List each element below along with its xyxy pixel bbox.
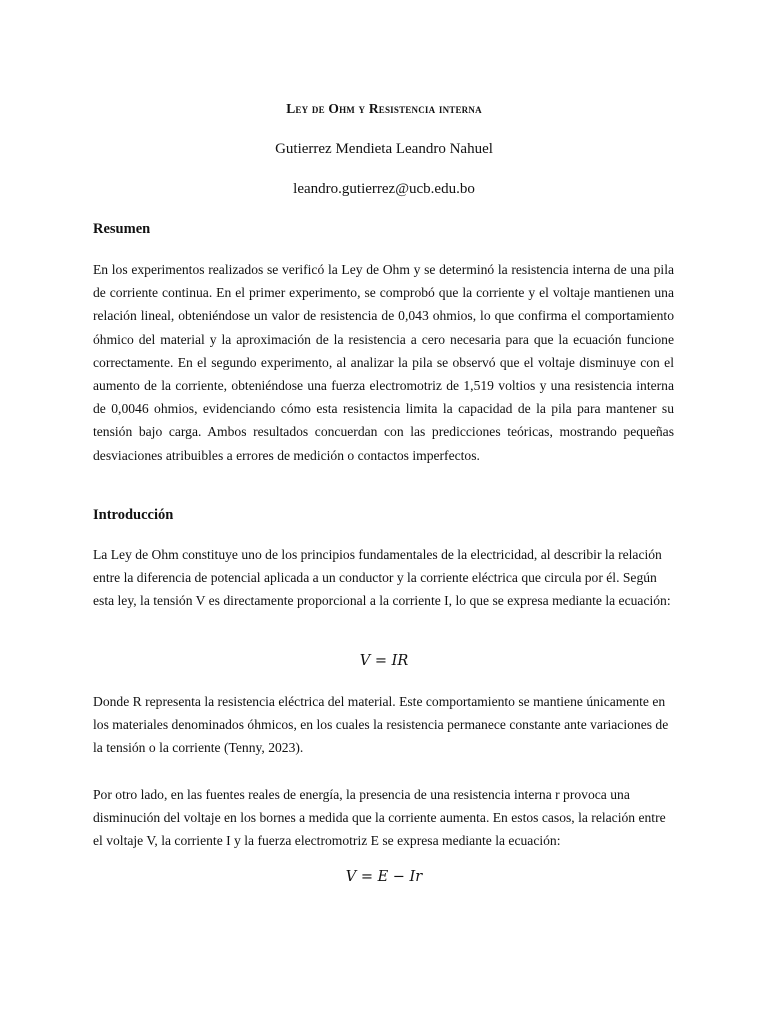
author-name: Gutierrez Mendieta Leandro Nahuel [275, 141, 493, 157]
paper-title: Ley de Ohm y Resistencia interna [286, 101, 482, 116]
author-email: leandro.gutierrez@ucb.edu.bo [293, 181, 475, 197]
equation-ohms-law: V = IR [359, 653, 409, 669]
abstract-paragraph: En los experimentos realizados se verificó la Ley de Ohm y se determinó la resistencia interna de una pila de corriente continua. En el primer experimento, se comprobó que la corriente y el voltaje mantienen una relación lineal, obteniéndose un valor de resistencia de 0,043 ohmios, lo que confirma el comportamiento óhmico del material y la aproximación de la resistencia a cero necesaria para que la ecuación funcione correctamente. En el segundo experimento, al analizar la pila se observó que el voltaje disminuye con el aumento de la corriente, obteniéndose una fuerza electromotriz de 1,519 voltios y una resistencia interna de 0,0046 ohmios, evidenciando cómo esta resistencia limita la capacidad de la pila para mantener su tensión bajo carga. Ambos resultados concuerdan con las predicciones teóricas, mostrando pequeñas desviaciones atribuibles a errores de medición o contactos imperfectos. [93, 262, 674, 463]
section-heading-resumen: Resumen [93, 221, 151, 237]
intro-paragraph-1: La Ley de Ohm constituye uno de los principios fundamentales de la electricidad, al describir la relación entre la diferencia de potencial aplicada a un conductor y la corriente eléctrica que circula por él. Según esta ley, la tensión V es directamente proporcional a la corriente I, lo que se expresa mediante la ecuación: [93, 547, 671, 609]
section-heading-introduccion: Introducción [93, 507, 174, 523]
intro-paragraph-3: Por otro lado, en las fuentes reales de energía, la presencia de una resistencia interna r provoca una disminución del voltaje en los bornes a medida que la corriente aumenta. En estos casos, la relación entre el voltaje V, la corriente I y la fuerza electromotriz E se expresa mediante la ecuación: [93, 787, 666, 849]
equation-internal-resistance: V = E − Ir [345, 869, 423, 885]
intro-paragraph-2: Donde R representa la resistencia eléctrica del material. Este comportamiento se mantiene únicamente en los materiales denominados óhmicos, en los cuales la resistencia permanece constante ante variaciones de la tensión o la corriente (Tenny, 2023). [93, 694, 669, 756]
